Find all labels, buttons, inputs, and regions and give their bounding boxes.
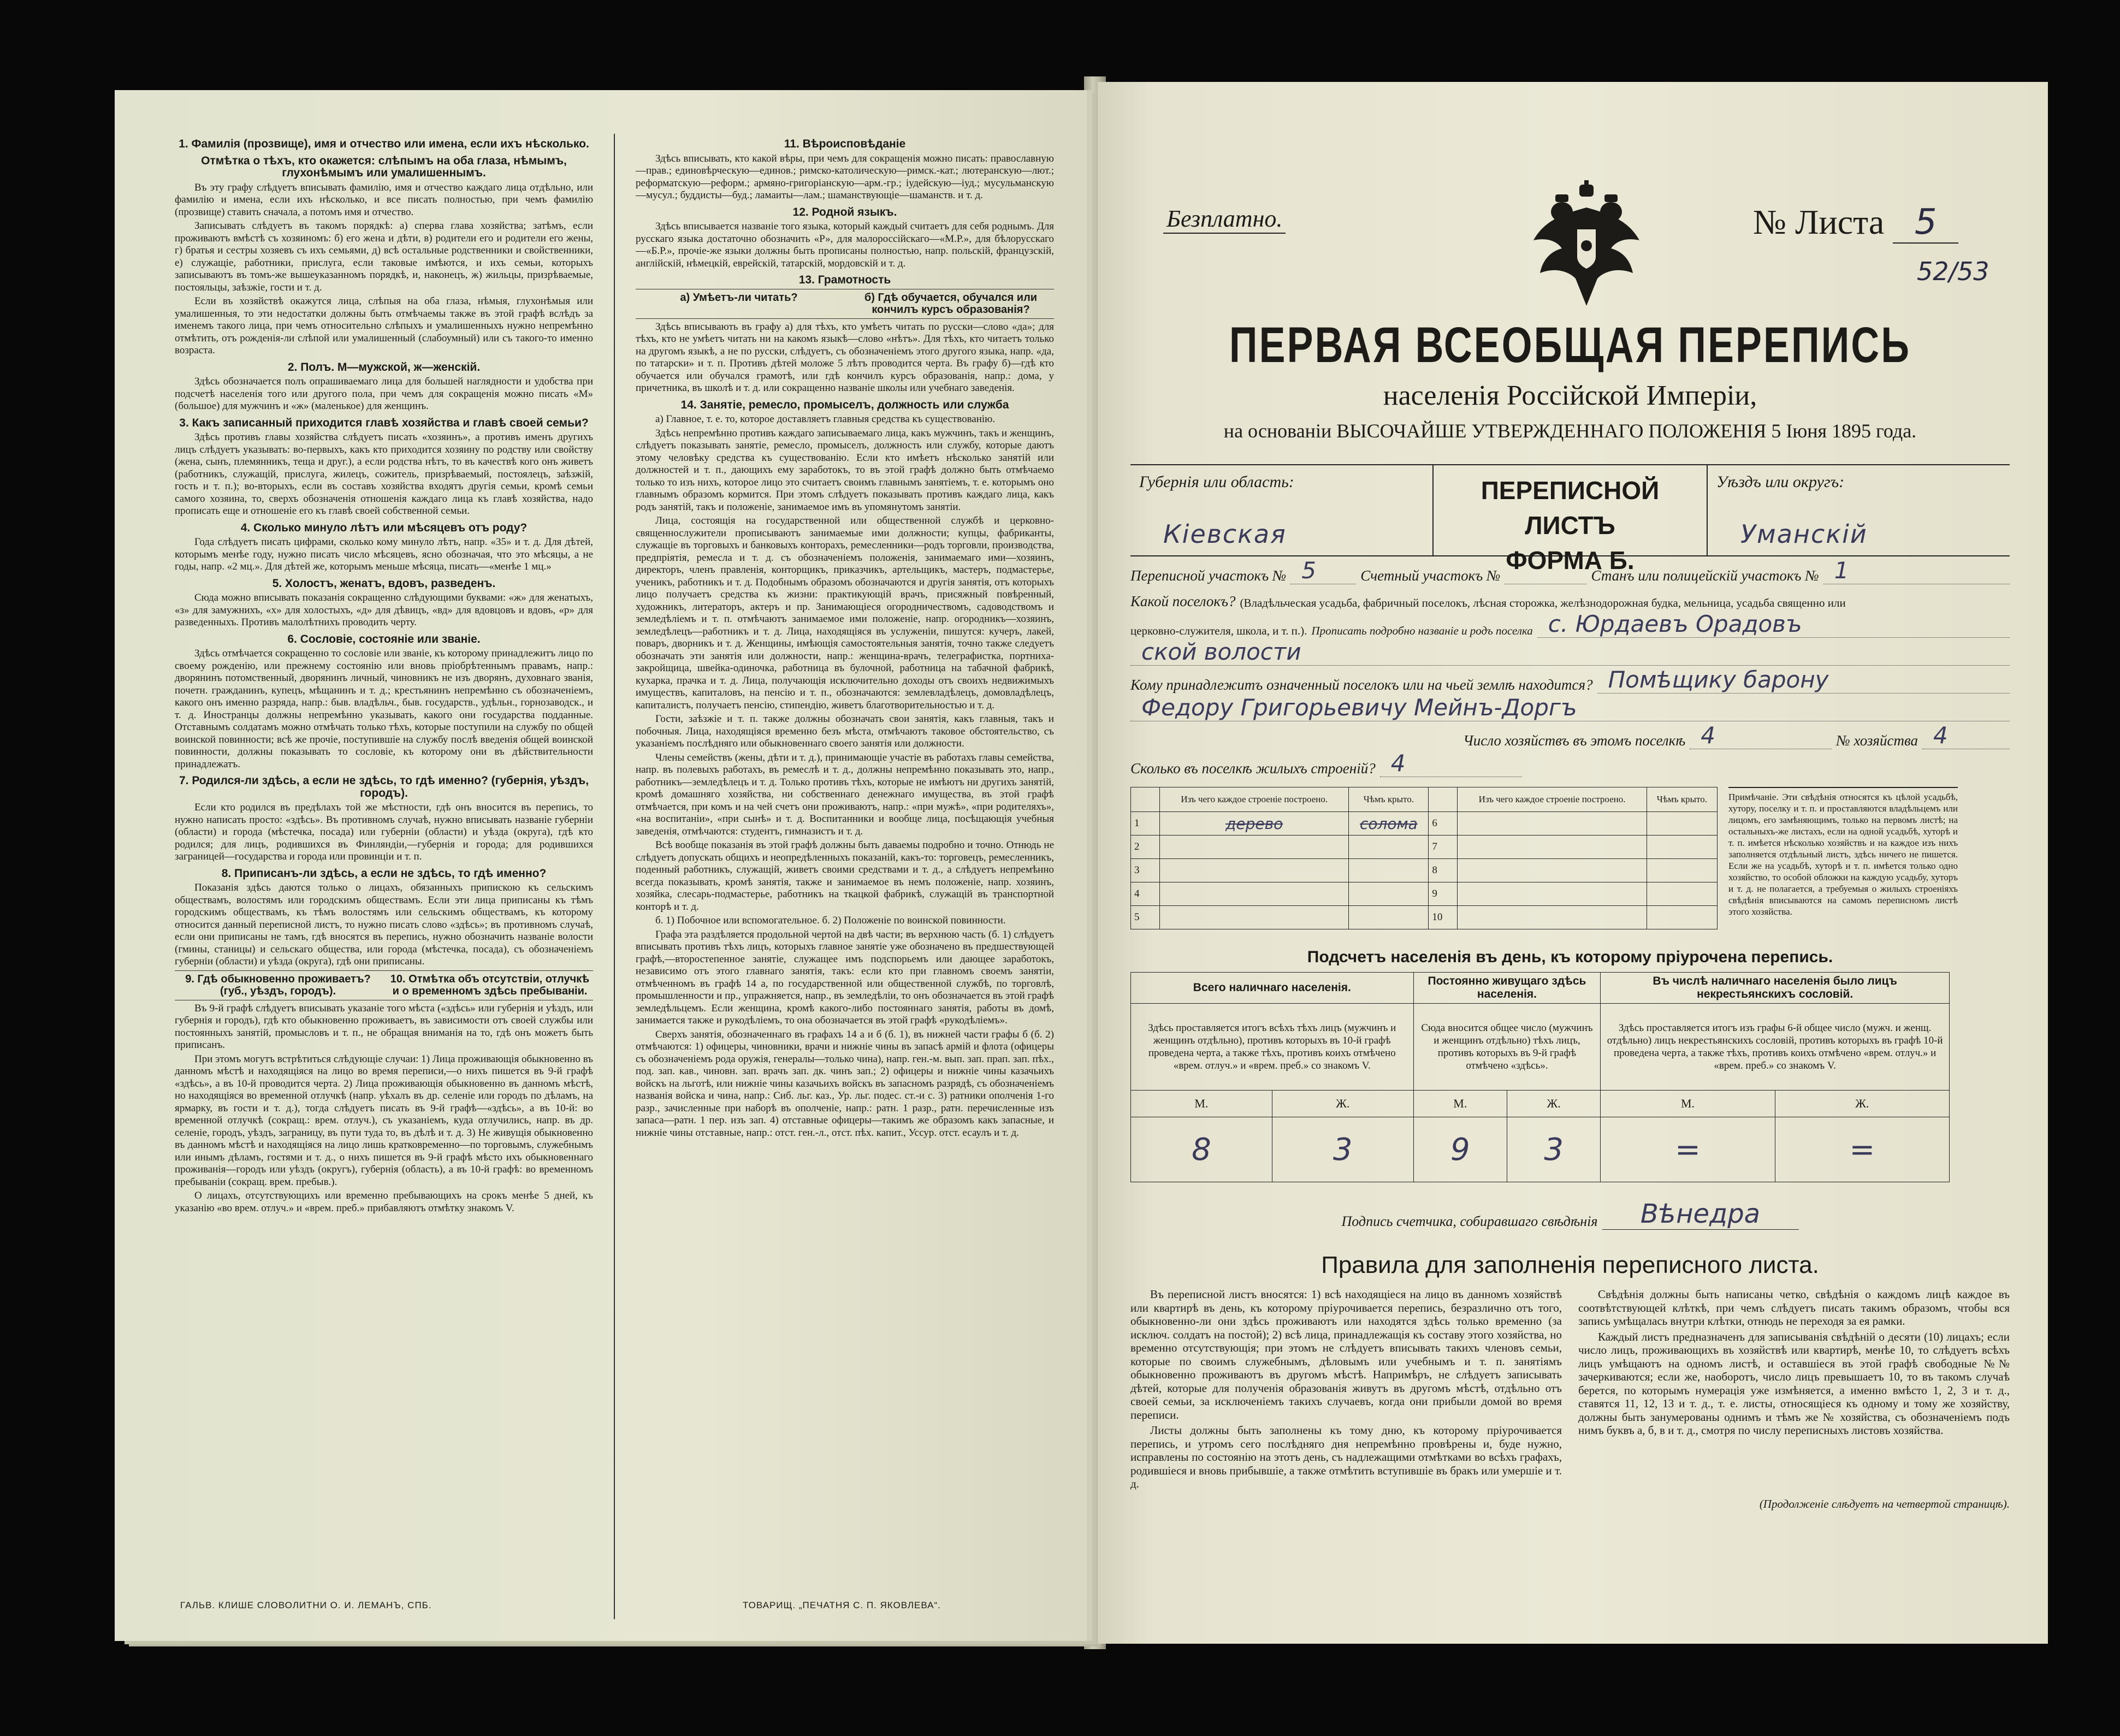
instruction-heading: 2. Полъ. М—мужской, ж—женскій. — [287, 360, 481, 374]
owner-field — [1597, 666, 2010, 694]
material-cell — [1458, 906, 1647, 929]
instruction-paragraph: Гости, заѣзжіе и т. п. также должны обозначать свои занятія, какъ главныя, такъ и побочныя. Лица, находящіяся временно безъ мѣста, отмѣчаютъ таковое обстоятельство, съ указаніемъ послѣдняго или обыкновеннаго своего занятія или должности. — [635, 713, 1054, 749]
rules-title: Правила для заполненія переписного листа. — [1321, 1252, 1819, 1278]
material-cell — [1458, 812, 1647, 836]
instruction-subheading-part: 10. Отмѣтка объ отсутствіи, отлучкѣ и о временномъ здѣсь пребываніи. — [390, 973, 590, 997]
stan-label: Станъ или полицейскій участокъ № — [1591, 567, 1819, 584]
table-row — [1131, 812, 1718, 836]
total-male-value: 8 — [1131, 1117, 1272, 1182]
roof-cell — [1349, 859, 1429, 882]
sheet-number-label: № Листа — [1753, 203, 1885, 241]
female-label: Ж. — [1272, 1091, 1413, 1117]
count-area-label: Счетный участокъ № — [1360, 567, 1501, 584]
permanent-male-value: 9 — [1413, 1117, 1507, 1182]
count-area-field — [1505, 565, 1586, 584]
household-number-field — [1922, 722, 2010, 749]
total-population-header: Всего наличнаго населенія. — [1131, 973, 1414, 1004]
households-field — [1690, 722, 1832, 749]
row-number: 8 — [1429, 859, 1458, 882]
male-label: М. — [1601, 1091, 1775, 1117]
instruction-paragraph: О лицахъ, отсутствующихъ или временно пребывающихъ на срокъ менѣе 5 дней, къ указанію «во врем. отлуч.» и «врем. преб.» прибавляютъ отмѣтку знакомъ V. — [175, 1190, 594, 1214]
settlement-label: Какой поселокъ? — [1130, 593, 1236, 609]
stan-value: 1 — [1834, 557, 1849, 584]
settlement-value: с. Юрдаевъ Орадовъ — [1548, 611, 1802, 637]
material-cell — [1458, 882, 1647, 906]
rules-paragraph: Въ переписной листъ вносятся: 1) всѣ находящіеся на лицо въ данномъ хозяйствѣ или квартирѣ въ день, къ которому пріурочивается перепись, безразлично отъ того, обыкновенно-ли они здѣсь проживаютъ или находятся здѣсь только временно (за исключ. солдатъ на постой); 2) всѣ лица, принадлежащія къ составу этого хозяйства, но временно отсутствующія; при этомъ не слѣдуетъ вписывать такихъ членовъ семьи, которые по своимъ служебнымъ, дѣловымъ или учебнымъ и т. п. занятіямъ обыкновенно проживаютъ въ другомъ мѣстѣ. Напримѣръ, не слѣдуетъ записывать дѣтей, которые для полученія образованія живутъ въ другомъ мѣстѣ, отдѣльно отъ своей семьи, за исключеніемъ такихъ случаевъ, когда они прибыли домой во время переписи. — [1130, 1288, 1562, 1421]
legal-basis: на основаніи ВЫСОЧАЙШЕ УТВЕРЖДЕННАГО ПОЛОЖЕНІЯ 5 Іюня 1895 года. — [1223, 420, 1917, 442]
row-number: 9 — [1429, 882, 1458, 906]
table-row — [1131, 882, 1718, 906]
buildings-field — [1380, 750, 1522, 777]
instruction-paragraph: Графа эта раздѣляется продольной чертой на двѣ части; въ верхнюю часть (б. 1) слѣдуетъ вписывать противъ тѣхъ лицъ, которыхъ главное занятіе уже обозначено въ предшествующей графѣ,—второстепенное занятіе, служащее имъ подспорьемъ или дающее заработокъ, независимо отъ этого главнаго занятія, такъ: если кто при главномъ своемъ занятіи, отмѣченномъ въ графѣ 14 а, по государственной или общественной службѣ, по торговлѣ, промышленности и пр., упражняется, напр., въ земледѣліи, то онъ обозначается въ этой графѣ земледѣльцемъ. Если женщина, кромѣ какого-либо постояннаго занятія, работы въ домѣ, занимается также и рукодѣліемъ, то она обозначается въ этой графѣ «рукодѣліемъ». — [635, 928, 1054, 1026]
instruction-paragraph: а) Главное, т. е. то, которое доставляетъ главныя средства къ существованію. — [655, 413, 996, 425]
instruction-paragraph: Члены семействъ (жены, дѣти и т. д.), принимающіе участіе въ работахъ главы семейства, напр. въ полевыхъ работахъ, въ ремеслѣ и т. д., должны непремѣнно показывать это, напр., работникъ—земледѣлецъ и т. д. Только противъ тѣхъ, которые не имѣютъ ни другихъ занятій, кромѣ домашняго хозяйства, ни собственнаго денежнаго имущества, въ этой графѣ отмѣчается, при комъ и на чей счетъ они проживаютъ, напр.: «при мужѣ», «при родителяхъ», «на воспитаніи», «при сынѣ» и т. д. Воспитанники и вообще лица, посѣщающія учебныя заведенія, отмѣчаются: студентъ, гимназистъ и т. д. — [635, 751, 1054, 837]
female-label: Ж. — [1507, 1091, 1600, 1117]
households-line — [1130, 722, 2010, 749]
instruction-heading: 12. Родной языкъ. — [792, 205, 897, 218]
instruction-heading: Отмѣтка о тѣхъ, кто окажется: слѣпымъ на оба глаза, нѣмымъ, глухонѣмымъ или умалишеннымъ. — [201, 154, 567, 179]
signature-label: Подпись счетчика, собиравшаго свѣдѣнія — [1341, 1213, 1598, 1229]
settlement-hint-2: церковно-служителя, школа, и т. п.). — [1130, 624, 1307, 637]
owner-value: Помѣщику барону — [1608, 666, 1829, 693]
material-header-2: Изъ чего каждое строеніе построено. — [1458, 787, 1647, 812]
instruction-paragraph: Здѣсь обозначается полъ опрашиваемаго лица для большей наглядности и удобства при подсчетѣ населенія того или другого пола, при чемъ для сокращенія можно писать «М» (большое) для мужчинъ и «ж» (маленькое) для женщинъ. — [175, 376, 594, 412]
settlement-hint: (Владѣльческая усадьба, фабричный поселокъ, лѣсная сторожка, желѣзнодорожная будка, мельница, усадьба священно или — [1240, 596, 1846, 609]
district-value: Уманскій — [1740, 519, 1868, 549]
row-number: 2 — [1131, 836, 1160, 859]
owner-value-2: Федору Григорьевичу Мейнъ-Доргъ — [1141, 694, 1577, 721]
population-table — [1130, 972, 1950, 1182]
material-cell — [1458, 859, 1647, 882]
buildings-value: 4 — [1390, 750, 1406, 777]
instruction-paragraph: Сюда можно вписывать показанія сокращенно слѣдующими буквами: «ж» для женатыхъ, «з» для замужнихъ, «х» для холостыхъ, «д» для дѣвицъ, «вд» для вдовцовъ и вдовъ, «р» для разведенныхъ. Противъ малолѣтнихъ проводить черту. — [175, 592, 594, 628]
sheet-number-value: 5 — [1893, 202, 1958, 244]
row-number: 1 — [1131, 812, 1160, 836]
instruction-paragraph: Показанія здѣсь даются только о лицахъ, обязанныхъ припискою къ сельскимъ обществамъ, волостямъ или городскимъ обществамъ. Если эти лица приписаны къ тѣмъ городскимъ обществамъ, къ тѣмъ волостямъ или сельскимъ обществамъ, къ которому относится данный переписной листъ, то нужно писать слово «здѣсь»; въ противномъ случаѣ, если они приписаны не тамъ, гдѣ вносятся въ перепись, нужно обозначить названіе волости (гмины, станицы) и сельскаго общества, или города (мѣстечка, посада), съ обозначеніемъ губерніи (области) и уѣзда (округа), гдѣ они приписаны. — [175, 882, 594, 967]
province-field — [1130, 465, 1432, 555]
instruction-paragraph: Въ эту графу слѣдуетъ вписывать фамилію, имя и отчество каждаго лица отдѣльно, или фамилію и имена, если ихъ нѣсколько, и все писать полностью, при чемъ фамилію (прозвище) ставить сначала, а потомъ имя и отчество. — [175, 181, 594, 218]
form-title-line1: ПЕРЕПИСНОЙ ЛИСТЪ — [1481, 476, 1660, 540]
instruction-heading: 6. Сословіе, состояніе или званіе. — [287, 632, 481, 645]
material-cell: дерево — [1160, 812, 1349, 836]
male-label: М. — [1413, 1091, 1507, 1117]
settlement-hint-3: Прописать подробно названіе и родъ поселка — [1311, 624, 1533, 637]
households-label: Число хозяйствъ въ этомъ поселкѣ — [1463, 732, 1686, 749]
instruction-paragraph: Сверхъ занятія, обозначеннаго въ графахъ 14 а и б (б. 1), въ нижней части графы б (б. 2) отмѣчаются: 1) офицеры, чиновники, врачи и нижніе чины въ запасѣ армій и флота (офицеры съ обозначеніемъ рода оружія, генералы—только чина), напр. ген.-м. вып. зап. прап. зап. пѣх., под. зап. кав., чиновн. зап. врачъ зап. дк. чинъ зап.; 2) офицеры и нижніе чины казачьихъ войскъ на льготѣ, или нижніе чины казачьихъ войскъ въ запасномъ разрядѣ, съ обозначеніемъ названія войска и чина, напр.: Сиб. льг. каз., Ур. льг. подес. ст.-и с. 3) ратники ополченія 1-го разр., зачисленные при наборѣ въ ополченіе, напр.: ратн. 1 разр., ратн. перечисленные изъ запаса—ратн. 1 пер. изъ зап. 4) отставные офицеры—такимъ же образомъ какъ запасные, и нижніе чины отставные, напр.: отст. ген.-л., отст. пѣх. капит., Уссур. отст. есаулъ и т. д. — [635, 1028, 1054, 1139]
form-title — [1432, 465, 1708, 574]
row-number: 10 — [1429, 906, 1458, 929]
instruction-heading: 14. Занятіе, ремесло, промыселъ, должность или служба — [680, 398, 1009, 411]
instruction-heading: 4. Сколько минуло лѣтъ или мѣсяцевъ отъ роду? — [240, 521, 528, 534]
settlement-field-2 — [1130, 638, 2010, 666]
table-header-row — [1131, 787, 1718, 812]
double-headed-eagle-emblem — [1529, 180, 1644, 311]
imprint-right: ТОВАРИЩ. „ПЕЧАТНЯ С. П. ЯКОВЛЕВА“. — [743, 1600, 941, 1610]
province-label: Губернія или область: — [1139, 473, 1294, 491]
rules-paragraph: Листы должны быть заполнены къ тому дню, къ которому пріурочивается перепись, и утромъ сего послѣдняго дня непремѣнно провѣрены и, буде нужно, исправлены по состоянію на этотъ день, съ надлежащими отмѣтками во всѣхъ графахъ, родившіеся и вновь прибывшіе, а также отмѣтить вступившіе въ бракъ или умершіе и т. д. — [1130, 1424, 1562, 1490]
permanent-population-header: Постоянно живущаго здѣсь населенія. — [1413, 973, 1601, 1004]
roof-header-2: Чѣмъ крыто. — [1647, 787, 1717, 812]
buildings-note: Примѣчаніе. Эти свѣдѣнія относятся къ цѣлой усадьбѣ, хутору, поселку и т. п. и проставляются владѣльцемъ или лицомъ, его замѣняющимъ, только на первомъ листѣ; на остальныхъ-же листахъ, если на одной усадьбѣ, хуторѣ и т. п. имѣется нѣсколько хозяйствъ и на каждое изъ нихъ заполняется отдѣльный листъ, здѣсь ничего не пишется. Если же на усадьбѣ, хуторѣ и т. п. имѣется только одно хозяйство, то особой обложки на каждую усадьбу, хуторъ и т. д. не полагается, а требуемыя о жилыхъ строеніяхъ свѣдѣнія вписываются на самомъ переписномъ листѣ этого хозяйства. — [1728, 787, 1958, 929]
table-row — [1131, 859, 1718, 882]
buildings-label: Сколько въ поселкѣ жилыхъ строеній? — [1130, 760, 1376, 777]
settlement-line — [1130, 593, 2010, 610]
instruction-heading: 7. Родился-ли здѣсь, а если не здѣсь, то гдѣ именно? (губернія, уѣздъ, городъ). — [179, 774, 589, 799]
rules-column-left — [1130, 1288, 1562, 1493]
row-number: 6 — [1429, 812, 1458, 836]
roof-cell — [1349, 882, 1429, 906]
instruction-paragraph: Записывать слѣдуетъ въ такомъ порядкѣ: а) сперва глава хозяйства; затѣмъ, если проживаютъ вмѣстѣ съ хозяиномъ: б) его жена и дѣти, в) родители его и родители его жены, г) братья и сестры хозяевъ съ ихъ семьями, д) всѣ остальные родственники и свойственники, е) служащіе, работники, прислуга, если таковые имѣются, и ихъ семьи, которыхъ записываютъ въ томъ-же вышеуказанномъ порядкѣ, и, наконецъ, ж) жильцы, призрѣваемые, постояльцы, заѣзжіе, гости и т. д. — [175, 220, 594, 293]
instruction-paragraph: Въ 9-й графѣ слѣдуетъ вписывать указаніе того мѣста («здѣсь» или губернія и уѣздъ, или губернія и городъ), гдѣ кто обыкновенно проживаетъ, въ зависимости отъ своей службы или постоянныхъ занятій, промысловъ и т. п., не обращая вниманія на то, гдѣ онъ можетъ быть приписанъ. — [175, 1002, 594, 1051]
owner-field-2 — [1130, 694, 2010, 721]
male-label: М. — [1131, 1091, 1272, 1117]
roof-cell — [1647, 859, 1717, 882]
owner-line-2 — [1130, 694, 2010, 721]
roof-cell — [1349, 906, 1429, 929]
instruction-heading: 11. Вѣроисповѣданіе — [784, 138, 906, 150]
instruction-paragraph: Здѣсь противъ главы хозяйства слѣдуетъ писать «хозяинъ», а противъ именъ другихъ лицъ слѣдуетъ указывать: во-первыхъ, какъ кто приходится хозяину по родству или свойству (жена, сынъ, племянникъ, теща и друг.), а если родства нѣтъ, то въ качествѣ кого онъ живетъ (работникъ, служащій, прислуга, жилецъ, сожитель, призрѣваемый, постоялецъ, заѣзжій, гость и т. п.); во-вторыхъ, если въ составъ хозяйства входятъ другія семьи, кромѣ семьи самого хозяина, то, сверхъ обозначенія отношенія каждаго лица къ главѣ хозяйства, надо прописать еще и отношеніе его къ главѣ своей собственной семьи. — [175, 431, 594, 517]
settlement-field — [1537, 611, 2010, 638]
form-header — [1130, 115, 2010, 311]
instruction-heading: 5. Холостъ, женатъ, вдовъ, разведенъ. — [272, 577, 496, 590]
row-number: 5 — [1131, 906, 1160, 929]
non-peasant-desc: Здѣсь проставляется итогъ изъ графы 6-й общее число (мужч. и женщ. отдѣльно) лицъ некрестьянскихъ сословій, противъ которыхъ въ графѣ 10-й проведена черта, а также тѣхъ, противъ коихъ отмѣчено «врем. отлуч.» и «врем. преб.» со знакомъ V. — [1601, 1004, 1950, 1091]
roof-cell: солома — [1349, 812, 1429, 836]
total-female-value: 3 — [1272, 1117, 1413, 1182]
signature-value: Вѣнедра — [1602, 1199, 1799, 1230]
non-peasant-header: Въ числѣ наличнаго населенія было лицъ некрестьянскихъ сословій. — [1601, 973, 1950, 1004]
instruction-paragraph: При этомъ могутъ встрѣтиться слѣдующіе случаи: 1) Лица проживающія обыкновенно въ данномъ мѣстѣ и находящіяся на лицо во время переписи,—о нихъ пишется въ 9-й графѣ «здѣсь», а въ 10-й проводится черта. 2) Лица проживающія обыкновенно въ данномъ мѣстѣ, но находящіяся во временной отлучкѣ (напр. уѣхалъ въ др. селеніе или городъ по дѣламъ, на ярмарку, въ гости и т. д.), тогда слѣдуетъ писать въ 9-й графѣ—«здѣсь», а въ 10-й: во временной отлучкѣ (сокращ.: врем. отлуч.), съ указаніемъ, куда отлучились, напр. въ др. селеніе, городъ, уѣздъ, заграницу, въ пути туда то, въ дѣлѣ и т. д. 3) Не живущія обыкновенно въ данномъ мѣстѣ и находящіяся на лицо лишь кратковременно—по торговымъ, служебнымъ или инымъ дѣламъ, гостями и т. д., о нихъ пишется въ 9-й графѣ мѣсто ихъ обыкновеннаго проживанія—городъ или уѣздъ (округъ), губернія (область), а въ 10-й графѣ: во временномъ пребываніи (сокращ. врем. пребыв.). — [175, 1053, 594, 1188]
roof-header: Чѣмъ крыто. — [1349, 787, 1429, 812]
instruction-paragraph: Всѣ вообще показанія въ этой графѣ должны быть даваемы подробно и точно. Отнюдь не слѣдуетъ допускать общихъ и неопредѣленныхъ показаній, какъ-то: торговецъ, ремесленникъ, поденный работникъ, служащій, живетъ своими средствами и т. д., а слѣдуетъ непремѣнно всегда показывать, кромѣ занятія, также и занимаемое въ немъ положеніе, напр. хозяинъ, хозяйка, слесарь-подмастерье, работникъ на ткацкой фабрикѣ, служащій въ транспортной конторѣ и т. д. — [635, 839, 1054, 913]
owner-label: Кому принадлежитъ означенный поселокъ или на чьей землѣ находится? — [1130, 677, 1593, 693]
instruction-paragraph: Здѣсь вписывають въ графу а) для тѣхъ, кто умѣетъ читать по русски—слово «да»; для тѣхъ, кто не умѣетъ читать ни на какомъ языкѣ—слово «нѣтъ». Для тѣхъ, кто читаетъ только на другомъ языкѣ, а не по русски, слѣдуетъ, съ обозначеніемъ этого другого языка, напр. «да, по татарски» и т. п. Противъ дѣтей моложе 5 лѣтъ проводится черта. Въ графу б)—гдѣ кто обучается или обучался грамотѣ, или гдѣ кончилъ курсъ образованія, напр.: дома, у причетника, въ школѣ и т. д. или сокращенно названіе школы или учебнаго заведенія. — [635, 321, 1054, 394]
female-label: Ж. — [1775, 1091, 1949, 1117]
roof-cell — [1647, 882, 1717, 906]
material-cell — [1458, 836, 1647, 859]
row-number: 3 — [1131, 859, 1160, 882]
instruction-heading: 1. Фамилія (прозвище), имя и отчество или имена, если ихъ нѣсколько. — [179, 138, 589, 150]
instruction-paragraph: Здѣсь непремѣнно противъ каждаго записываемаго лица, какъ мужчинъ, такъ и женщинъ, слѣдуетъ показывать занятіе, ремесло, промыселъ, должность или службу, которые даютъ этому человѣку средства къ существованію. Если кто имѣетъ нѣсколько занятій или должностей и т. п., дающихъ ему заработокъ, то въ этой графѣ должно быть отмѣчаемо только то изъ нихъ, которое лицо это считаетъ своимъ главнымъ занятіемъ, т. е. которымъ оно главнымъ образомъ кормится. При этомъ слѣдуетъ показывать противъ каждаго лица, какъ родъ занятій, такъ и положеніе, занимаемое имъ въ упомянутомъ занятіи. — [635, 427, 1054, 513]
instruction-paragraph: б. 1) Побочное или вспомогательное. б. 2) Положеніе по воинской повинности. — [655, 915, 1006, 926]
total-population-desc: Здѣсь проставляется итогъ всѣхъ тѣхъ лицъ (мужчинъ и женщинъ отдѣльно), противъ которыхъ въ 10-й графѣ проведена черта, а также тѣхъ, противъ коихъ отмѣчено «врем. отлуч.» и «врем. преб.» со знакомъ V. — [1131, 1004, 1414, 1091]
sheet-number — [1753, 202, 1958, 244]
material-cell — [1160, 836, 1349, 859]
row-number: 7 — [1429, 836, 1458, 859]
census-area-field — [1290, 557, 1356, 584]
material-header: Изъ чего каждое строеніе построено. — [1160, 787, 1349, 812]
buildings-table — [1130, 787, 1718, 929]
non-peasant-female-value: = — [1775, 1117, 1949, 1182]
roof-cell — [1349, 836, 1429, 859]
settlement-value-2: ской волости — [1141, 638, 1301, 665]
material-cell — [1160, 859, 1349, 882]
instruction-subheading — [636, 289, 1054, 319]
imprint-left: ГАЛЬВ. КЛИШЕ СЛОВОЛИТНИ О. И. ЛЕМАНЪ, СПБ. — [180, 1600, 432, 1610]
household-number-label: № хозяйства — [1836, 732, 1918, 749]
signature-line — [1130, 1199, 2010, 1230]
sheet-number-extra: 52/53 — [1917, 257, 1989, 286]
households-value: 4 — [1701, 722, 1715, 749]
instruction-subheading-part: а) Умѣетъ-ли читать? — [680, 291, 798, 304]
instruction-subheading-part: 9. Гдѣ обыкновенно проживаетъ? (губ., уѣздъ, городъ). — [185, 973, 371, 997]
rules-paragraph: Свѣдѣнія должны быть написаны четко, свѣдѣнія о каждомъ лицѣ каждое въ соотвѣтствующей клѣткѣ, при чемъ слѣдуетъ писать такимъ образомъ, чтобы вся запись умѣщалась внутри клѣтки, отнюдь не переходя за ея рамки. — [1578, 1288, 2010, 1328]
row-number: 4 — [1131, 882, 1160, 906]
instruction-heading: 13. Грамотность — [798, 274, 891, 286]
district-label: Уѣздъ или округъ: — [1716, 473, 1845, 491]
table-row — [1131, 906, 1718, 929]
rules-column-right — [1578, 1288, 2010, 1493]
roof-cell — [1647, 836, 1717, 859]
instruction-paragraph: Если въ хозяйствѣ окажутся лица, слѣпыя на оба глаза, нѣмыя, глухонѣмыя или умалишенныя, то эти недостатки должны быть отмѣчаемы также въ этой графѣ вслѣдъ за именемъ такого лица, при чемъ относительно слѣпыхъ и умалишенныхъ нужно непремѣнно отмѣтить, отъ рожденія-ли слѣпой или умалишенный (слабоумный) или съ такого-то именно возраста. — [175, 295, 594, 356]
roof-cell — [1647, 906, 1717, 929]
rules-text — [1130, 1288, 2010, 1493]
form-title-box — [1130, 464, 2010, 574]
instruction-subheading — [175, 970, 593, 1000]
continuation-note: (Продолженіе слѣдуетъ на четвертой страницѣ). — [1759, 1497, 2010, 1510]
population-title: Подсчетъ населенія въ день, къ которому пріурочена перепись. — [1307, 948, 1833, 966]
household-number-value: 4 — [1933, 722, 1948, 749]
page-subtitle: населенія Россійской Имперіи, — [1383, 380, 1757, 411]
free-label: Безплатно. — [1163, 205, 1286, 234]
permanent-population-desc: Сюда вносится общее число (мужчинъ и женщинъ отдѣльно) тѣхъ лицъ, противъ которыхъ въ 9-й графѣ отмѣчено «здѣсь». — [1413, 1004, 1601, 1091]
table-row — [1131, 836, 1718, 859]
permanent-female-value: 3 — [1507, 1117, 1600, 1182]
material-cell — [1160, 882, 1349, 906]
instruction-paragraph: Если кто родился въ предѣлахъ той же мѣстности, гдѣ онъ вносится въ перепись, то нужно написать просто: «здѣсь». Въ противномъ случаѣ, нужно вписывать названіе губерніи (области) и города (мѣстечка, посада) или губерніи (области) и уѣзда (округа), гдѣ кто родился; для лицъ, родившихся въ Финляндіи,—губернія и города; для родившихся заграницей—государства и города или провинціи и т. п. — [175, 802, 594, 862]
instruction-paragraph: Лица, состоящія на государственной или общественной службѣ и церковно-священнослужители прописываютъ занимаемые ими должности; купцы, фабриканты, служащіе въ торговыхъ и банковыхъ конторахъ, ремесленники—родъ торговли, производства, предпріятія, ремесла и т. д. съ обозначеніемъ положенія, занимаемаго ими—хозяинъ, директоръ, членъ правленія, конторщикъ, приказчикъ, артельщикъ, мастеръ, подмастерье, ученикъ, работникъ и т. д. Подобнымъ образомъ обозначаются и другія занятія, отъ которыхъ лицо получаетъ средства къ жизни: практикующій врачъ, присяжный повѣренный, художникъ, литераторъ, актеръ и пр. Занимающіеся огородничествомъ, садоводствомъ и земледѣліемъ и т. п. отмѣчаютъ занимаемое ими положеніе, напр. огородникъ—хозяинъ, земледѣлецъ—работникъ и т. д. Лица, находящіяся въ услуженіи, пишутся: кучеръ, лакей, поваръ, дворникъ и т. д. Женщины, имѣющія самостоятельныя занятія, точно также следуетъ обозначать эти занятія или должности, напр.: женщина-врачъ, телеграфистка, портниха-закройщица, швейка-одиночка, работница въ булочной, работница на табачной фабрикѣ, кухарка, прачка и т. д. Лица, получающія исключительно доходы отъ своихъ недвижимыхъ имуществъ, капиталовъ, на пенсію и т. п., обозначаются: землевладѣлецъ, домовладѣлецъ, капиталистъ, получаетъ пенсію, стипендію, живетъ благотворительностью и т. д. — [635, 515, 1054, 711]
settlement-line-2 — [1130, 611, 2010, 638]
buildings-section — [1130, 787, 2010, 929]
instructions-column-2 — [636, 134, 1054, 1619]
instruction-paragraph: Здѣсь вписывать, кто какой вѣры, при чемъ для сокращенія можно писать: православную—прав.; единовѣрческую—единов.; римско-католическую—римск.-кат.; лютеранскую—лют.; реформатскую—реформ.; армяно-григоріанскую—арм.-гр.; іудейскую—іуд.; мусульманскую—мусул.; буддисты—буд.; ламаиты—лам.; шаманствующіе—шаманств. и т. д. — [635, 152, 1054, 201]
instruction-paragraph: Года слѣдуетъ писать цифрами, сколько кому минуло лѣтъ, напр. «35» и т. д. Для дѣтей, которымъ менѣе году, нужно писать число мѣсяцевъ, ясно обозначая, что это мѣсяцы, а не годы, напр. «2 мц.». Для дѣтей же, которымъ меньше мѣсяца, писать—«менѣе 1 мц.» — [175, 536, 594, 572]
settlement-line-3 — [1130, 638, 2010, 666]
page-title: ПЕРВАЯ ВСЕОБЩАЯ ПЕРЕПИСЬ — [1229, 317, 1911, 373]
instruction-heading: 3. Какъ записанный приходится главѣ хозяйства и главѣ своей семьи? — [179, 416, 589, 429]
buildings-line — [1130, 750, 2010, 777]
material-cell — [1160, 906, 1349, 929]
instruction-paragraph: Здѣсь отмѣчается сокращенно то сословіе или званіе, къ которому принадлежитъ лицо по своему рожденію, или прежнему состоянію или вновь пріобрѣтеннымъ правамъ, напр.: дворянинъ потомственный, дворянинъ личный, чиновникъ не изъ дворянъ, духовнаго званія, почетн. гражданинъ, купецъ, мѣщанинъ и т. д.; крестьянинъ непремѣнно съ обозначеніемъ, какого онъ именно разряда, напр.: быв. владѣльч., быв. государств., удѣльн., горнозаводск., и т. д. Иностранцы должны непремѣнно указывать, какого они государства подданные. Отставнымъ солдатамъ можно отмѣчать только тѣхъ, которые поступили на службу по общей воинской повинности; всѣ же прочіе, поступившіе на службу послѣ введенія общей воинской повинности, должны показывать то сословіе, къ которому они въ дѣйствительности принадлежатъ. — [175, 648, 594, 770]
instructions-column-1 — [175, 134, 593, 1619]
instruction-paragraph: Здѣсь вписывается названіе того языка, который каждый считаетъ для себя роднымъ. Для русскаго языка достаточно обозначить «Р», для малороссійскаго—«М.Р.», для бѣлорусскаго—«Б.Р.», прочіе-же языки должны быть прописаны полностью, напр. польскій, французскій, англійскій, нѣмецкій, еврейскій, татарскій, мордовскій и т. д. — [635, 221, 1054, 269]
district-field — [1708, 465, 2010, 555]
instruction-subheading-part: б) Гдѣ обучается, обучался или кончилъ курсъ образованія? — [864, 291, 1038, 316]
non-peasant-male-value: = — [1601, 1117, 1775, 1182]
roof-cell — [1647, 812, 1717, 836]
form-title-line2: ФОРМА Б. — [1506, 546, 1635, 574]
left-page-instructions — [115, 90, 1087, 1641]
instruction-heading: 8. Приписанъ-ли здѣсь, а если не здѣсь, то гдѣ именно? — [221, 867, 547, 880]
stan-field — [1823, 557, 2010, 584]
rules-paragraph: Каждый листъ предназначенъ для записыванія свѣдѣній о десяти (10) лицахъ; если число лицъ, проживающихъ въ хозяйствѣ или квартирѣ, менѣе 10, то слѣдуетъ всѣхъ лицъ умѣщаютъ на одномъ листѣ, и оставшіеся въ этой графѣ свободные №№ зачеркиваются; если же, наоборотъ, число лицъ превышаетъ 10, то въ такомъ случаѣ берется, по которымъ нумерація уже измѣняется, а именно вмѣсто 1, 2, 3 и т. д., ставятся 11, 12, 13 и т. д., т. е. листы, относящіеся къ одному и тому же хозяйству, должны быть занумерованы однимъ и тѣмъ же № хозяйства, съ обозначеніемъ подъ нимъ буквъ а, б, в и т. д., смотря по числу переписныхъ листовъ хозяйства. — [1578, 1330, 2010, 1437]
right-page-census-form — [1098, 82, 2048, 1644]
owner-line — [1130, 666, 2010, 694]
census-area-value: 5 — [1301, 557, 1317, 584]
column-divider — [614, 134, 615, 1619]
province-value: Кіевская — [1163, 519, 1287, 549]
census-area-label: Переписной участокъ № — [1130, 567, 1287, 584]
